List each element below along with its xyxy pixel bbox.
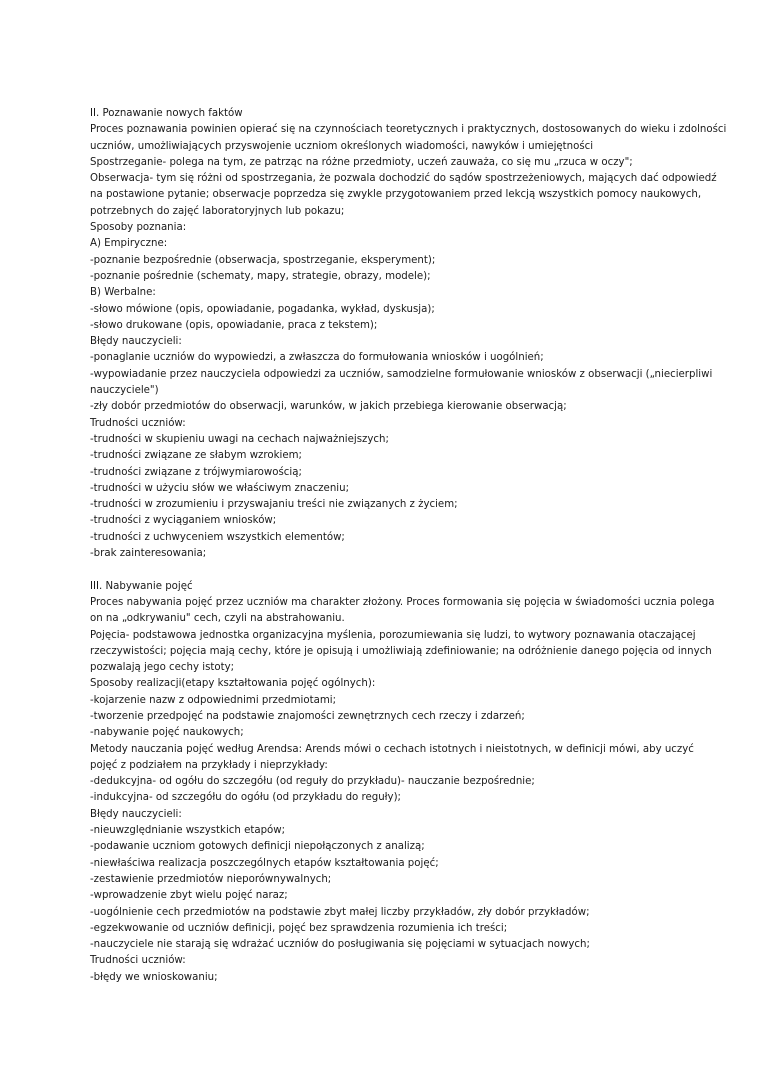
text-line: na postawione pytanie; obserwacje poprzedza się zwykle przygotowaniem przed lekcją wszystkich pomocy naukowych,	[90, 189, 702, 201]
text-line: -trudności związane ze słabym wzrokiem;	[90, 450, 302, 462]
text-line: nauczyciele")	[90, 385, 159, 397]
text-line: Proces poznawania powinien opierać się na czynnościach teoretycznych i praktycznych, dostosowanych do wieku i zdolności	[90, 124, 727, 136]
text-line: Sposoby realizacji(etapy kształtowania pojęć ogólnych):	[90, 678, 376, 690]
text-line: Spostrzeganie- polega na tym, ze patrząc na różne przedmioty, uczeń zauważa, co się mu „rzuca w oczy";	[90, 156, 633, 168]
text-line: potrzebnych do zajęć laboratoryjnych lub pokazu;	[90, 205, 345, 217]
text-line: II. Poznawanie nowych faktów	[90, 108, 243, 119]
blank-line	[90, 562, 690, 578]
text-line: -wypowiadanie przez nauczyciela odpowiedzi za uczniów, samodzielne formułowanie wniosków z obserwacji („niecierpliwi	[90, 368, 713, 380]
text-line: -nauczyciele nie starają się wdrażać uczniów do posługiwania się pojęciami w sytuacjach nowych;	[90, 939, 590, 951]
text-line: -indukcyjna- od szczegółu do ogółu (od przykładu do reguły);	[90, 792, 401, 804]
text-line: -zły dobór przedmiotów do obserwacji, warunków, w jakich przebiega kierowanie obserwacją;	[90, 401, 567, 413]
text-line: uczniów, umożliwiających przyswojenie uczniom określonych wiadomości, nawyków i umiejętności	[90, 140, 594, 152]
text-line: Błędy nauczycieli:	[90, 808, 182, 820]
text-line: -trudności w skupieniu uwagi na cechach najważniejszych;	[90, 433, 389, 445]
text-line: III. Nabywanie pojęć	[90, 580, 193, 592]
text-line: -nieuwzględnianie wszystkich etapów;	[90, 825, 286, 837]
text-line: -trudności związane z trójwymiarowością;	[90, 466, 302, 478]
text-line: Obserwacja- tym się różni od spostrzegania, że pozwala dochodzić do sądów spostrzeżeniowych, mających dać odpowiedź	[90, 173, 717, 185]
text-line: pojęć z podziałem na przykłady i nieprzykłady:	[90, 759, 328, 771]
text-line: -błędy we wnioskowaniu;	[90, 971, 218, 983]
text-line: Metody nauczania pojęć według Arendsa: Arends mówi o cechach istotnych i nieistotnych, w definicji mówi, aby uczyć	[90, 743, 694, 755]
text-line: -wprowadzenie zbyt wielu pojęć naraz;	[90, 890, 288, 902]
text-line: -egzekwowanie od uczniów definicji, pojęć bez sprawdzenia rozumienia ich treści;	[90, 922, 508, 934]
text-line: -podawanie uczniom gotowych definicji niepołączonych z analizą;	[90, 841, 425, 853]
text-line: -tworzenie przedpojęć na podstawie znajomości zewnętrznych cech rzeczy i zdarzeń;	[90, 710, 525, 722]
text-line: -brak zainteresowania;	[90, 548, 207, 560]
text-line: Sposoby poznania:	[90, 222, 187, 234]
text-line: -trudności z wyciąganiem wniosków;	[90, 515, 277, 527]
text-line: -trudności z uchwyceniem wszystkich elementów;	[90, 531, 345, 543]
text-line: -poznanie bezpośrednie (obserwacja, spostrzeganie, eksperyment);	[90, 254, 436, 266]
text-line: Błędy nauczycieli:	[90, 336, 182, 348]
text-line: on na „odkrywaniu" cech, czyli na abstrahowaniu.	[90, 613, 345, 625]
document-page	[90, 106, 727, 986]
text-line: -ponaglanie uczniów do wypowiedzi, a zwłaszcza do formułowania wniosków i uogólnień;	[90, 352, 544, 364]
text-line: rzeczywistości; pojęcia mają cechy, które je opisują i umożliwiają zdefiniowanie; na odróżnienie danego pojęcia od innych	[90, 645, 712, 657]
text-line: -słowo mówione (opis, opowiadanie, pogadanka, wykład, dyskusja);	[90, 303, 435, 315]
text-line: -poznanie pośrednie (schematy, mapy, strategie, obrazy, modele);	[90, 270, 431, 282]
text-line: Trudności uczniów:	[90, 955, 186, 967]
text-line: -słowo drukowane (opis, opowiadanie, praca z tekstem);	[90, 319, 378, 331]
text-line: -kojarzenie nazw z odpowiednimi przedmiotami;	[90, 694, 337, 706]
text-line: -nabywanie pojęć naukowych;	[90, 727, 244, 739]
text-line: -uogólnienie cech przedmiotów na podstawie zbyt małej liczby przykładów, zły dobór przykładów;	[90, 906, 590, 918]
text-line: -trudności w użyciu słów we właściwym znaczeniu;	[90, 482, 349, 494]
text-line: Proces nabywania pojęć przez uczniów ma charakter złożony. Proces formowania się pojęcia w świadomości ucznia polega	[90, 596, 715, 608]
text-line: -niewłaściwa realizacja poszczególnych etapów kształtowania pojęć;	[90, 857, 439, 869]
text-line: Trudności uczniów:	[90, 417, 186, 429]
text-line: A) Empiryczne:	[90, 238, 168, 250]
text-line: B) Werbalne:	[90, 287, 156, 299]
text-line: pozwalają jego cechy istoty;	[90, 662, 235, 674]
text-line: Pojęcia- podstawowa jednostka organizacyjna myślenia, porozumiewania się ludzi, to wytwory poznawania otaczającej	[90, 629, 696, 641]
text-line: -zestawienie przedmiotów nieporównywalnych;	[90, 873, 332, 885]
text-line: -dedukcyjna- od ogółu do szczegółu (od reguły do przykładu)- nauczanie bezpośrednie;	[90, 776, 535, 788]
text-line: -trudności w zrozumieniu i przyswajaniu treści nie związanych z życiem;	[90, 499, 458, 511]
